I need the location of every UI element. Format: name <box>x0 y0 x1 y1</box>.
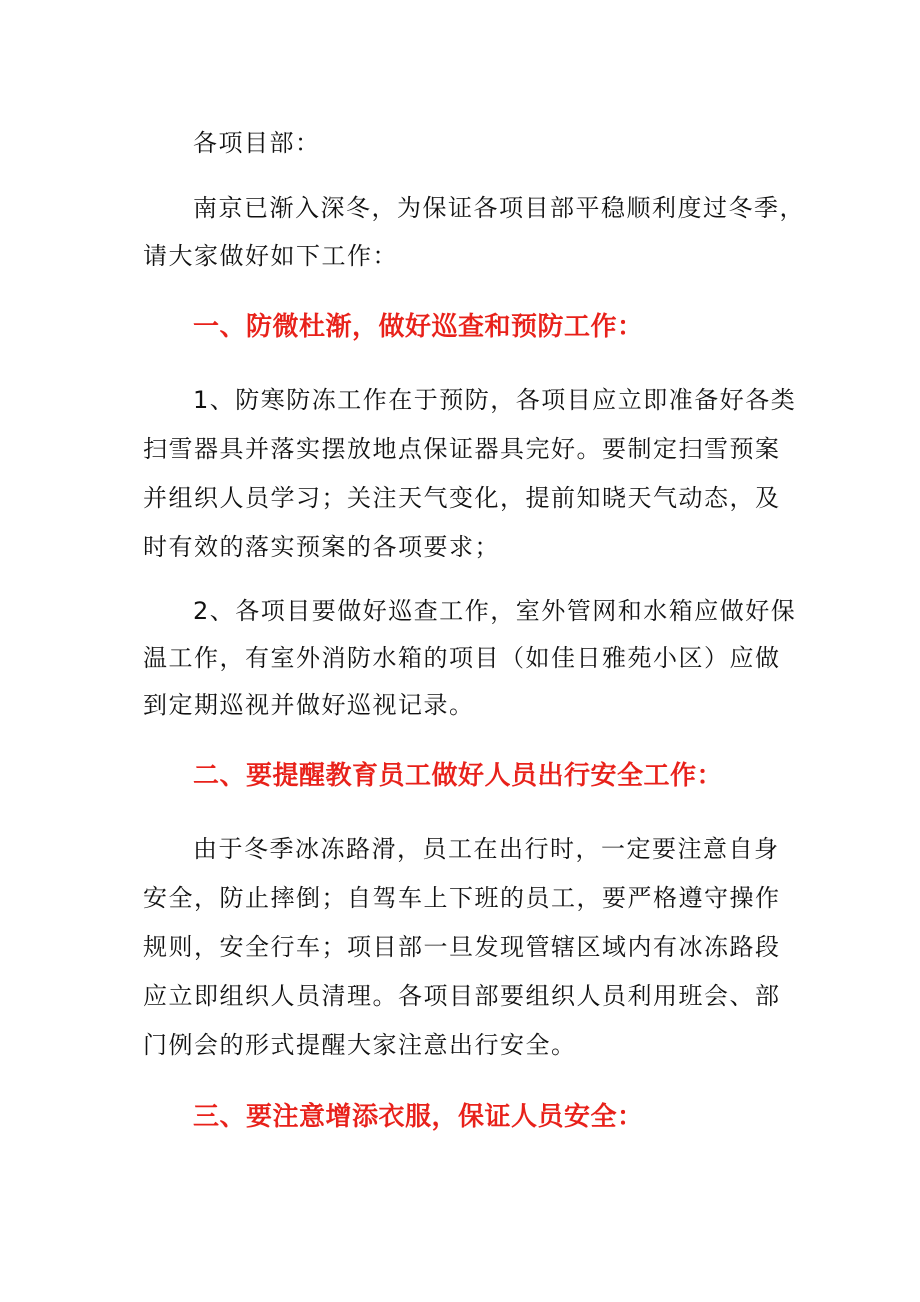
paragraph-line: 温工作，有室外消防水箱的项目（如佳日雅苑小区）应做 <box>143 644 781 672</box>
section-heading-2: 二、要提醒教育员工做好人员出行安全工作： <box>193 761 724 791</box>
intro-line-1: 南京已渐入深冬，为保证各项目部平稳顺利度过冬季， <box>193 194 805 222</box>
paragraph-line: 到定期巡视并做好巡视记录。 <box>143 691 475 719</box>
paragraph-line: 时有效的落实预案的各项要求； <box>143 533 500 561</box>
paragraph-line: 应立即组织人员清理。各项目部要组织人员利用班会、部 <box>143 982 781 1010</box>
paragraph-line: 并组织人员学习；关注天气变化，提前知晓天气动态，及 <box>143 484 781 512</box>
paragraph-line: 由于冬季冰冻路滑，员工在出行时，一定要注意自身 <box>193 835 780 863</box>
paragraph-line: 扫雪器具并落实摆放地点保证器具完好。要制定扫雪预案 <box>143 435 781 463</box>
paragraph-line: 安全，防止摔倒；自驾车上下班的员工，要严格遵守操作 <box>143 884 781 912</box>
paragraph-line: 1、防寒防冻工作在于预防，各项目应立即准备好各类 <box>193 386 797 414</box>
section-heading-1: 一、防微杜渐，做好巡查和预防工作： <box>193 312 644 342</box>
section-heading-3: 三、要注意增添衣服，保证人员安全： <box>193 1102 644 1132</box>
paragraph-line: 门例会的形式提醒大家注意出行安全。 <box>143 1031 577 1059</box>
paragraph-line: 规则，安全行车；项目部一旦发现管辖区域内有冰冻路段 <box>143 933 781 961</box>
intro-line-2: 请大家做好如下工作： <box>143 242 398 270</box>
paragraph-line: 2、各项目要做好巡查工作，室外管网和水箱应做好保 <box>193 597 797 625</box>
salutation: 各项目部： <box>193 129 321 157</box>
